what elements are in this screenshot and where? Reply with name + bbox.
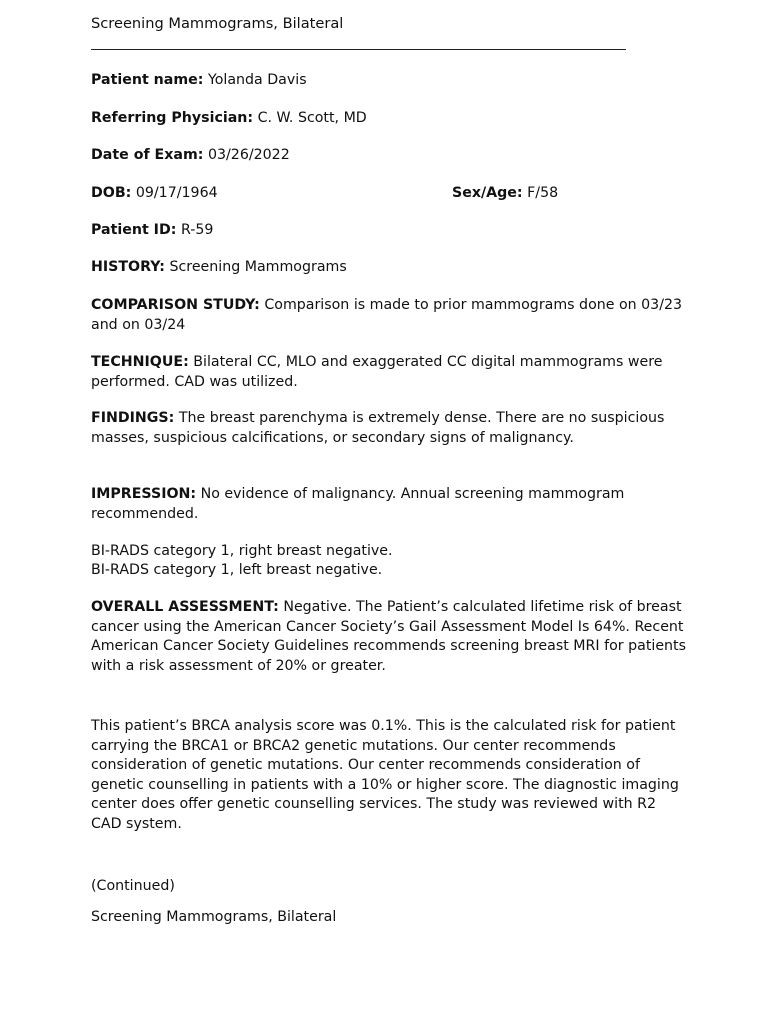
birads-left: BI-RADS category 1, left breast negative.	[91, 562, 383, 578]
footer-title: Screening Mammograms, Bilateral	[91, 909, 337, 925]
history-line	[91, 258, 687, 278]
history-value: Screening Mammograms	[169, 259, 347, 275]
sex-age-field	[452, 184, 558, 204]
patient-id-label: Patient ID:	[91, 222, 177, 238]
impression-label: IMPRESSION:	[91, 486, 197, 502]
referring-physician-line	[91, 109, 687, 129]
referring-physician-label: Referring Physician:	[91, 110, 254, 126]
sex-age-value: F/58	[527, 185, 559, 201]
overall-assessment-text: Negative. The Patient’s calculated lifetime risk of breast cancer using the American Cancer Society’s Gail Assessment Model Is 64%. Recent American Cancer Society Guidelines recommends screening breast MRI for patients with a risk assessment of 20% or greater.	[91, 599, 686, 674]
impression-section	[91, 485, 687, 524]
sex-age-label: Sex/Age:	[452, 185, 523, 201]
impression-text: No evidence of malignancy. Annual screening mammogram recommended.	[91, 486, 625, 522]
patient-id-line	[91, 221, 687, 241]
brca-paragraph: This patient’s BRCA analysis score was 0.1%. This is the calculated risk for patient carrying the BRCA1 or BRCA2 genetic mutations. Our center recommends consideration of genetic mutations. Our center recommends consideration of genetic counselling in patients with a 10% or higher score. The diagnostic imaging center does offer genetic counselling services. The study was reviewed with R2 CAD system.	[91, 718, 679, 832]
technique-text: Bilateral CC, MLO and exaggerated CC digital mammograms were performed. CAD was utilized.	[91, 354, 663, 390]
report-title: Screening Mammograms, Bilateral	[91, 15, 344, 32]
date-of-exam-label: Date of Exam:	[91, 147, 204, 163]
dob-sex-line	[91, 184, 687, 204]
birads-right: BI-RADS category 1, right breast negative.	[91, 543, 393, 559]
patient-name-value: Yolanda Davis	[207, 72, 307, 88]
report-page	[91, 0, 691, 1024]
findings-label: FINDINGS:	[91, 410, 175, 426]
history-label: HISTORY:	[91, 259, 165, 275]
technique-label: TECHNIQUE:	[91, 354, 189, 370]
comparison-study-text: Comparison is made to prior mammograms done on 03/23 and on 03/24	[91, 297, 683, 333]
findings-text: The breast parenchyma is extremely dense. There are no suspicious masses, suspicious calcifications, or secondary signs of malignancy.	[91, 410, 665, 446]
dob-label: DOB:	[91, 185, 132, 201]
referring-physician-value: C. W. Scott, MD	[257, 110, 367, 126]
title-underline	[91, 49, 626, 50]
date-of-exam-value: 03/26/2022	[207, 147, 290, 163]
patient-name-line	[91, 71, 687, 91]
date-of-exam-line	[91, 146, 687, 166]
comparison-study-label: COMPARISON STUDY:	[91, 297, 260, 313]
findings-section	[91, 409, 687, 448]
overall-assessment-section	[91, 598, 687, 676]
technique-section	[91, 353, 687, 392]
patient-name-label: Patient name:	[91, 72, 204, 88]
continued-note: (Continued)	[91, 878, 175, 894]
overall-assessment-label: OVERALL ASSESSMENT:	[91, 599, 279, 615]
comparison-study-section	[91, 296, 687, 335]
patient-id-value: R-59	[180, 222, 214, 238]
dob-value: 09/17/1964	[135, 185, 218, 201]
